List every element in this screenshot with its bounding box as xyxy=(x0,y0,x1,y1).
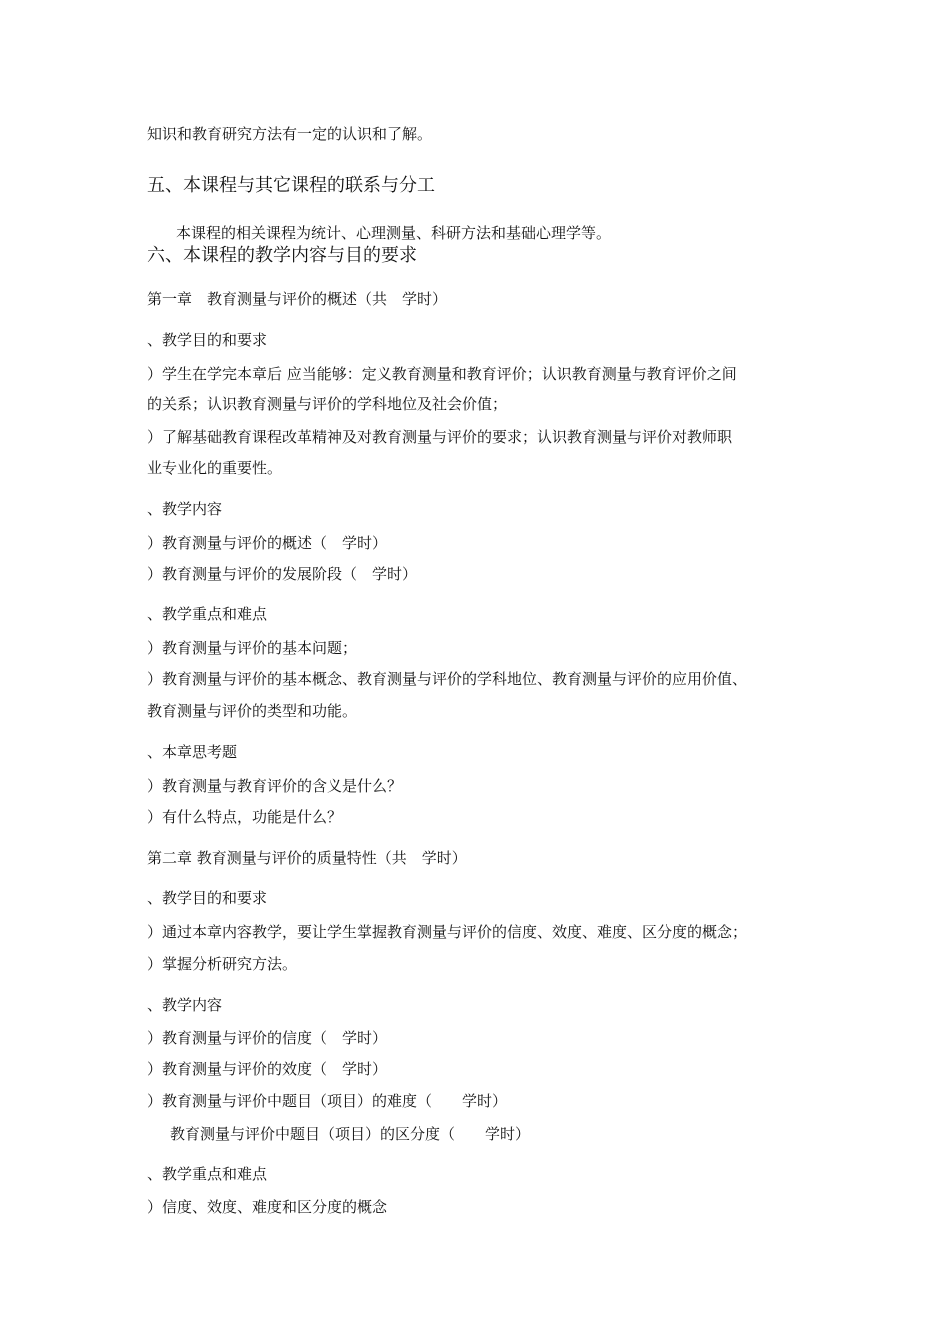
subsection-heading: 、本章思考题 xyxy=(147,743,238,761)
list-item: ）教育测量与评价的概述（ 学时） xyxy=(147,534,388,552)
text-line: 业专业化的重要性。 xyxy=(147,459,283,477)
list-item: 教育测量与评价中题目（项目）的区分度（ 学时） xyxy=(170,1125,531,1143)
list-item: ）教育测量与评价的效度（ 学时） xyxy=(147,1060,388,1078)
subsection-heading: 、教学目的和要求 xyxy=(147,889,268,907)
list-item: ）教育测量与评价的信度（ 学时） xyxy=(147,1029,388,1047)
chapter-title: 第二章 教育测量与评价的质量特性（共 学时） xyxy=(147,849,467,867)
section-heading: 五、本课程与其它课程的联系与分工 xyxy=(147,175,435,196)
text-line: 的关系；认识教育测量与评价的学科地位及社会价值； xyxy=(147,395,508,413)
list-item: ）教育测量与评价的基本问题； xyxy=(147,639,358,657)
list-item: ）教育测量与教育评价的含义是什么？ xyxy=(147,777,403,795)
subsection-heading: 、教学内容 xyxy=(147,996,223,1014)
subsection-heading: 、教学目的和要求 xyxy=(147,331,268,349)
paragraph: 本课程的相关课程为统计、心理测量、科研方法和基础心理学等。 xyxy=(176,224,612,242)
subsection-heading: 、教学内容 xyxy=(147,500,223,518)
subsection-heading: 、教学重点和难点 xyxy=(147,1165,268,1183)
text-line: ）学生在学完本章后 应当能够：定义教育测量和教育评价；认识教育测量与教育评价之间 xyxy=(147,365,737,383)
list-item: ）教育测量与评价中题目（项目）的难度（ 学时） xyxy=(147,1092,508,1110)
chapter-title: 第一章 教育测量与评价的概述（共 学时） xyxy=(147,290,448,308)
text-line: 知识和教育研究方法有一定的认识和了解。 xyxy=(147,125,433,143)
list-item: ）通过本章内容教学，要让学生掌握教育测量与评价的信度、效度、难度、区分度的概念； xyxy=(147,923,748,941)
list-item: ）有什么特点，功能是什么？ xyxy=(147,808,343,826)
list-item: ）掌握分析研究方法。 xyxy=(147,955,298,973)
section-heading: 六、本课程的教学内容与目的要求 xyxy=(147,245,417,266)
list-item: ）教育测量与评价的发展阶段（ 学时） xyxy=(147,565,418,583)
list-item: ）教育测量与评价的基本概念、教育测量与评价的学科地位、教育测量与评价的应用价值、 xyxy=(147,670,748,688)
text-line: ）了解基础教育课程改革精神及对教育测量与评价的要求；认识教育测量与评价对教师职 xyxy=(147,428,733,446)
text-line: 教育测量与评价的类型和功能。 xyxy=(147,702,358,720)
list-item: ）信度、效度、难度和区分度的概念 xyxy=(147,1198,388,1216)
subsection-heading: 、教学重点和难点 xyxy=(147,605,268,623)
